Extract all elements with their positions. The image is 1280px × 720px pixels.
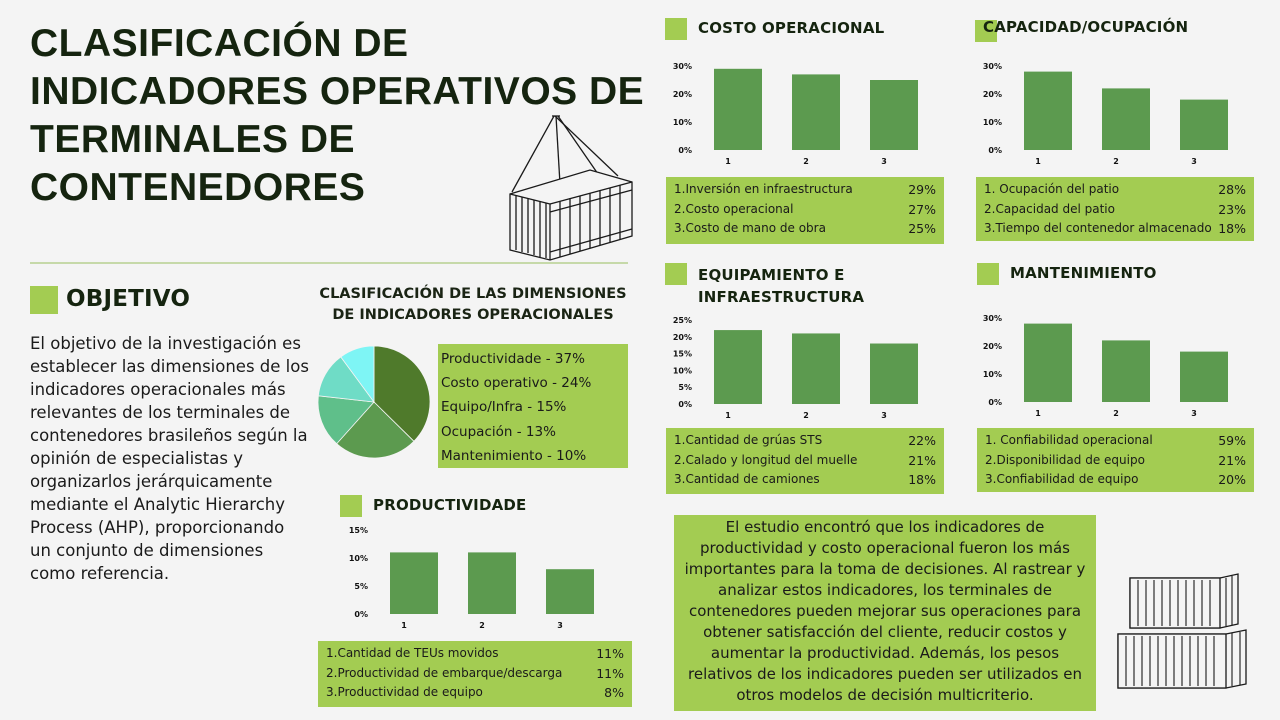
list-item: 3.Cantidad de camiones 18% bbox=[674, 472, 936, 487]
y-tick-label: 0% bbox=[678, 146, 692, 155]
mantenimiento-heading: MANTENIMIENTO bbox=[1010, 264, 1157, 282]
list-item: 2.Disponibilidad de equipo 21% bbox=[985, 452, 1246, 468]
costo-marker bbox=[665, 18, 687, 40]
list-item: 3.Productividad de equipo 8% bbox=[326, 685, 624, 700]
x-tick-label: 1 bbox=[1035, 157, 1041, 166]
dimensions-legend bbox=[438, 344, 628, 468]
capacidad-list bbox=[976, 177, 1254, 241]
bar bbox=[714, 69, 762, 150]
bar bbox=[870, 80, 918, 150]
x-tick-label: 1 bbox=[725, 157, 731, 166]
title-divider bbox=[30, 262, 628, 264]
costo-list bbox=[666, 177, 944, 244]
productividade-list bbox=[318, 641, 632, 707]
x-tick-label: 3 bbox=[1191, 409, 1197, 418]
bar bbox=[1180, 100, 1228, 150]
productividade-bar-chart bbox=[342, 522, 622, 634]
bar bbox=[792, 333, 840, 404]
bar bbox=[1102, 88, 1150, 150]
x-tick-label: 2 bbox=[803, 157, 809, 166]
x-tick-label: 3 bbox=[1191, 157, 1197, 166]
x-tick-label: 2 bbox=[803, 411, 809, 420]
y-tick-label: 30% bbox=[672, 62, 692, 71]
list-item: 2.Capacidad del patio 23% bbox=[984, 201, 1246, 217]
objective-heading: OBJETIVO bbox=[66, 286, 191, 312]
y-tick-label: 10% bbox=[672, 366, 692, 376]
mantenimiento-marker bbox=[977, 263, 999, 285]
x-tick-label: 3 bbox=[881, 157, 887, 166]
stacked-containers-icon bbox=[1114, 572, 1254, 690]
legend-item: Ocupación - 13% bbox=[441, 423, 556, 440]
equipamiento-heading: EQUIPAMIENTO E INFRAESTRUCTURA bbox=[698, 266, 865, 306]
bar bbox=[468, 552, 516, 614]
bar bbox=[1024, 324, 1072, 402]
mantenimiento-list bbox=[977, 428, 1254, 492]
y-tick-label: 20% bbox=[982, 342, 1002, 351]
mantenimiento-bar-chart bbox=[976, 310, 1256, 422]
bar bbox=[870, 344, 918, 404]
capacidad-bar-chart bbox=[976, 58, 1256, 170]
list-item: 1. Ocupación del patio 28% bbox=[984, 182, 1246, 197]
y-tick-label: 20% bbox=[672, 332, 692, 342]
list-item: 3.Costo de mano de obra 25% bbox=[674, 221, 936, 236]
x-tick-label: 1 bbox=[401, 621, 407, 630]
list-item: 2.Calado y longitud del muelle 21% bbox=[674, 452, 936, 468]
legend-item: Productividade - 37% bbox=[441, 351, 585, 367]
productividade-heading: PRODUCTIVIDADE bbox=[373, 496, 527, 514]
conclusion-text: El estudio encontró que los indicadores de productividad y costo operacional fueron los más importantes para la toma de decisiones. Al rastrear y analizar estos indicadores, los terminales de contenedores pueden mejorar sus operaciones para obtener satisfacción del cliente, reducir costos y aumentar la productividad. Además, los pesos relativos de los indicadores pueden ser utilizados en otros modelos de decisión multicriterio. bbox=[674, 515, 1096, 711]
dimensions-pie-chart bbox=[316, 344, 436, 462]
y-tick-label: 0% bbox=[354, 610, 368, 619]
y-tick-label: 20% bbox=[672, 90, 692, 99]
y-tick-label: 15% bbox=[348, 526, 368, 535]
x-tick-label: 2 bbox=[1113, 157, 1119, 166]
y-tick-label: 30% bbox=[982, 314, 1002, 323]
y-tick-label: 15% bbox=[672, 349, 692, 359]
dimensions-title: CLASIFICACIÓN DE LAS DIMENSIONES DE INDICADORES OPERACIONALES bbox=[319, 286, 627, 323]
x-tick-label: 2 bbox=[479, 621, 485, 630]
x-tick-label: 2 bbox=[1113, 409, 1119, 418]
x-tick-label: 1 bbox=[1035, 409, 1041, 418]
y-tick-label: 10% bbox=[982, 118, 1002, 127]
y-tick-label: 20% bbox=[982, 90, 1002, 99]
equipamiento-list bbox=[666, 428, 944, 494]
capacidad-heading: CAPACIDAD/OCUPACIÓN bbox=[983, 18, 1189, 36]
y-tick-label: 5% bbox=[354, 582, 368, 591]
legend-item: Costo operativo - 24% bbox=[441, 375, 592, 392]
list-item: 1.Cantidad de grúas STS 22% bbox=[674, 433, 936, 448]
page-title: CLASIFICACIÓN DE INDICADORES OPERATIVOS DE TERMINALES DE CONTENEDORES bbox=[30, 22, 645, 209]
list-item: 2.Costo operacional 27% bbox=[674, 201, 936, 217]
equipamiento-marker bbox=[665, 263, 687, 285]
equipamiento-bar-chart bbox=[666, 312, 946, 424]
x-tick-label: 1 bbox=[725, 411, 731, 420]
y-tick-label: 10% bbox=[348, 554, 368, 563]
y-tick-label: 10% bbox=[982, 370, 1002, 379]
bar bbox=[390, 552, 438, 614]
costo-heading: COSTO OPERACIONAL bbox=[698, 19, 885, 37]
y-tick-label: 0% bbox=[988, 398, 1002, 407]
objective-marker bbox=[30, 286, 58, 314]
bar bbox=[714, 330, 762, 404]
list-item: 3.Tiempo del contenedor almacenado 18% bbox=[984, 221, 1246, 236]
bar bbox=[1024, 72, 1072, 150]
hanging-container-icon bbox=[500, 112, 638, 264]
bar bbox=[792, 74, 840, 150]
list-item: 1.Cantidad de TEUs movidos 11% bbox=[326, 646, 624, 661]
list-item: 1.Inversión en infraestructura 29% bbox=[674, 182, 936, 197]
y-tick-label: 30% bbox=[982, 62, 1002, 71]
list-item: 2.Productividad de embarque/descarga 11% bbox=[326, 665, 624, 681]
bar bbox=[1180, 352, 1228, 402]
bar bbox=[546, 569, 594, 614]
list-item: 3.Confiabilidad de equipo 20% bbox=[985, 472, 1246, 487]
x-tick-label: 3 bbox=[557, 621, 563, 630]
x-tick-label: 3 bbox=[881, 411, 887, 420]
y-tick-label: 5% bbox=[678, 383, 692, 393]
y-tick-label: 0% bbox=[988, 146, 1002, 155]
list-item: 1. Confiabilidad operacional 59% bbox=[985, 433, 1246, 448]
costo-bar-chart bbox=[666, 58, 946, 170]
y-tick-label: 0% bbox=[678, 400, 692, 409]
bar bbox=[1102, 340, 1150, 402]
y-tick-label: 10% bbox=[672, 118, 692, 127]
y-tick-label: 25% bbox=[672, 316, 692, 325]
legend-item: Equipo/Infra - 15% bbox=[441, 399, 567, 416]
productividade-marker bbox=[340, 495, 362, 517]
legend-item: Mantenimiento - 10% bbox=[441, 447, 587, 464]
objective-text: El objetivo de la investigación es establecer las dimensiones de los indicadores operacionales más relevantes de los terminales de contenedores brasileños según la opinión de especialistas y organizarlos jerárquicamente mediante el Analytic Hierarchy Process (AHP), proporcionando un conjunto de dimensiones como referencia. bbox=[30, 334, 309, 583]
